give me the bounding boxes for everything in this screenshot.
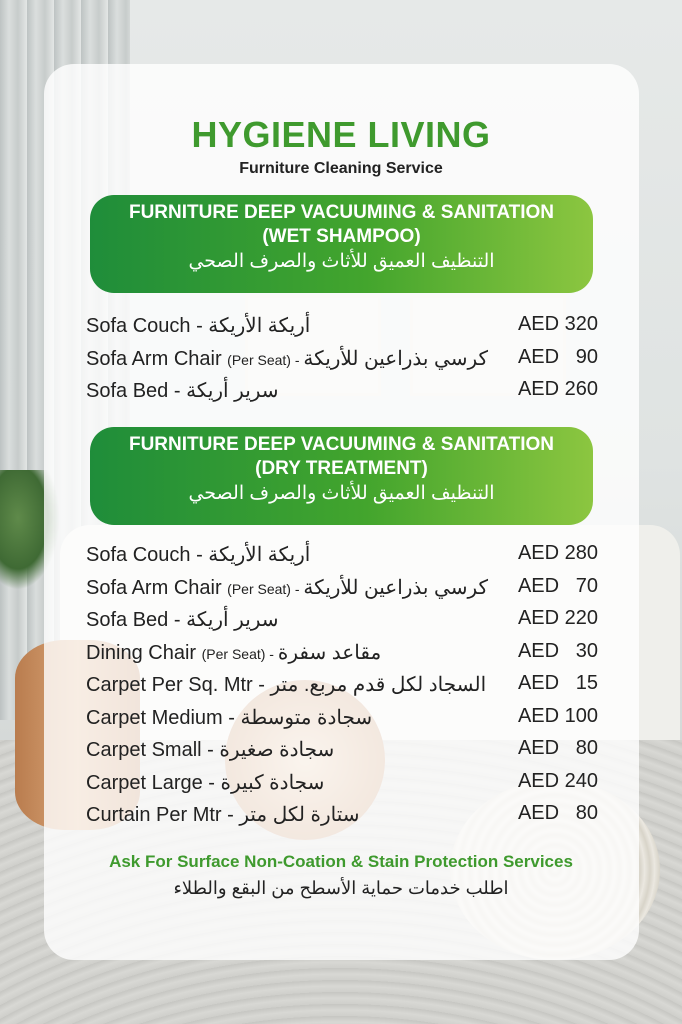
section-title-en: FURNITURE DEEP VACUUMING & SANITATION: [128, 202, 555, 223]
item-label: [86, 737, 334, 762]
price-row: [86, 542, 598, 575]
price-row: [86, 346, 598, 379]
item-price: AED 90: [517, 345, 598, 368]
price-row: [86, 705, 598, 738]
price-row: [86, 770, 598, 803]
item-note: (Per Seat) -: [201, 645, 278, 662]
price-row: [86, 575, 598, 608]
item-label: [86, 770, 324, 795]
item-label: [86, 802, 360, 827]
price-row: [86, 672, 598, 705]
item-price: AED 30: [517, 639, 598, 662]
item-name-ar: أريكة الأريكة: [208, 544, 311, 566]
item-name: Carpet Small -: [86, 739, 220, 761]
item-label: [86, 313, 310, 338]
item-name-ar: ستارة لكل متر: [239, 804, 360, 826]
section-subtitle-en: (WET SHAMPOO): [262, 226, 421, 247]
section-header-wet-shampoo: [90, 195, 593, 293]
brand-tagline: Furniture Cleaning Service: [239, 160, 443, 177]
item-name-ar: سجادة كبيرة: [220, 771, 325, 794]
item-name-ar: سرير أريكة: [186, 380, 279, 402]
section-subtitle-en: (DRY TREATMENT): [255, 458, 428, 479]
brand-title: HYGIENE LIVING: [191, 114, 491, 155]
price-row: [86, 802, 598, 835]
price-row: [86, 737, 598, 770]
item-name: Dining Chair: [86, 641, 202, 664]
item-name-ar: سرير أريكة: [186, 609, 279, 631]
item-price: AED 70: [517, 574, 598, 597]
item-name: Carpet Per Sq. Mtr -: [86, 674, 271, 696]
item-name: Curtain Per Mtr -: [86, 804, 240, 826]
item-price: AED 80: [517, 802, 598, 824]
price-row: [86, 640, 598, 673]
section-header-dry-treatment: [90, 427, 593, 525]
item-name-ar: سجادة متوسطة: [240, 706, 373, 729]
footer-note-en: Ask For Surface Non-Coation & Stain Protection Services: [109, 852, 573, 871]
item-price: AED 100: [517, 704, 598, 727]
item-name: Sofa Arm Chair: [86, 347, 228, 370]
item-name: Carpet Medium -: [86, 706, 241, 729]
item-price: AED 240: [517, 769, 598, 792]
item-price: AED 220: [517, 607, 598, 629]
item-price: AED 320: [517, 313, 598, 335]
item-name: Sofa Couch -: [86, 315, 209, 337]
item-name-ar: مقاعد سفرة: [277, 641, 382, 664]
item-note: (Per Seat) -: [227, 580, 304, 597]
item-label: [86, 705, 372, 730]
item-name-ar: السجاد لكل قدم مربع. متر: [270, 674, 487, 696]
item-price: AED 15: [517, 672, 598, 694]
item-label: [86, 640, 381, 665]
item-name: Carpet Large -: [86, 771, 221, 794]
section-title-ar: التنظيف العميق للأثاث والصرف الصحي: [188, 251, 495, 272]
item-label: [86, 346, 488, 371]
item-label: [86, 378, 279, 403]
item-label: [86, 575, 488, 600]
item-name: Sofa Bed -: [86, 380, 187, 402]
price-row: [86, 378, 598, 411]
section-title-ar: التنظيف العميق للأثاث والصرف الصحي: [188, 483, 495, 504]
item-price: AED 80: [517, 737, 598, 759]
item-label: [86, 542, 310, 567]
price-row: [86, 313, 598, 346]
item-name: Sofa Couch -: [86, 544, 209, 566]
price-list-dry-treatment: [86, 542, 598, 835]
section-title-en: FURNITURE DEEP VACUUMING & SANITATION: [128, 434, 555, 455]
item-label: [86, 672, 486, 697]
item-name-ar: كرسي بذراعين للأريكة: [303, 347, 489, 370]
item-name-ar: سجادة صغيرة: [219, 739, 335, 761]
item-name: Sofa Arm Chair: [86, 576, 228, 599]
item-label: [86, 607, 279, 632]
item-name: Sofa Bed -: [86, 609, 187, 631]
price-row: [86, 607, 598, 640]
item-note: (Per Seat) -: [227, 351, 304, 368]
price-list-wet-shampoo: [86, 313, 598, 411]
footer-note-ar: اطلب خدمات حماية الأسطح من البقع والطلاء: [173, 878, 509, 898]
item-name-ar: كرسي بذراعين للأريكة: [303, 576, 489, 599]
item-price: AED 260: [517, 378, 598, 400]
item-price: AED 280: [517, 542, 598, 564]
item-name-ar: أريكة الأريكة: [208, 315, 311, 337]
